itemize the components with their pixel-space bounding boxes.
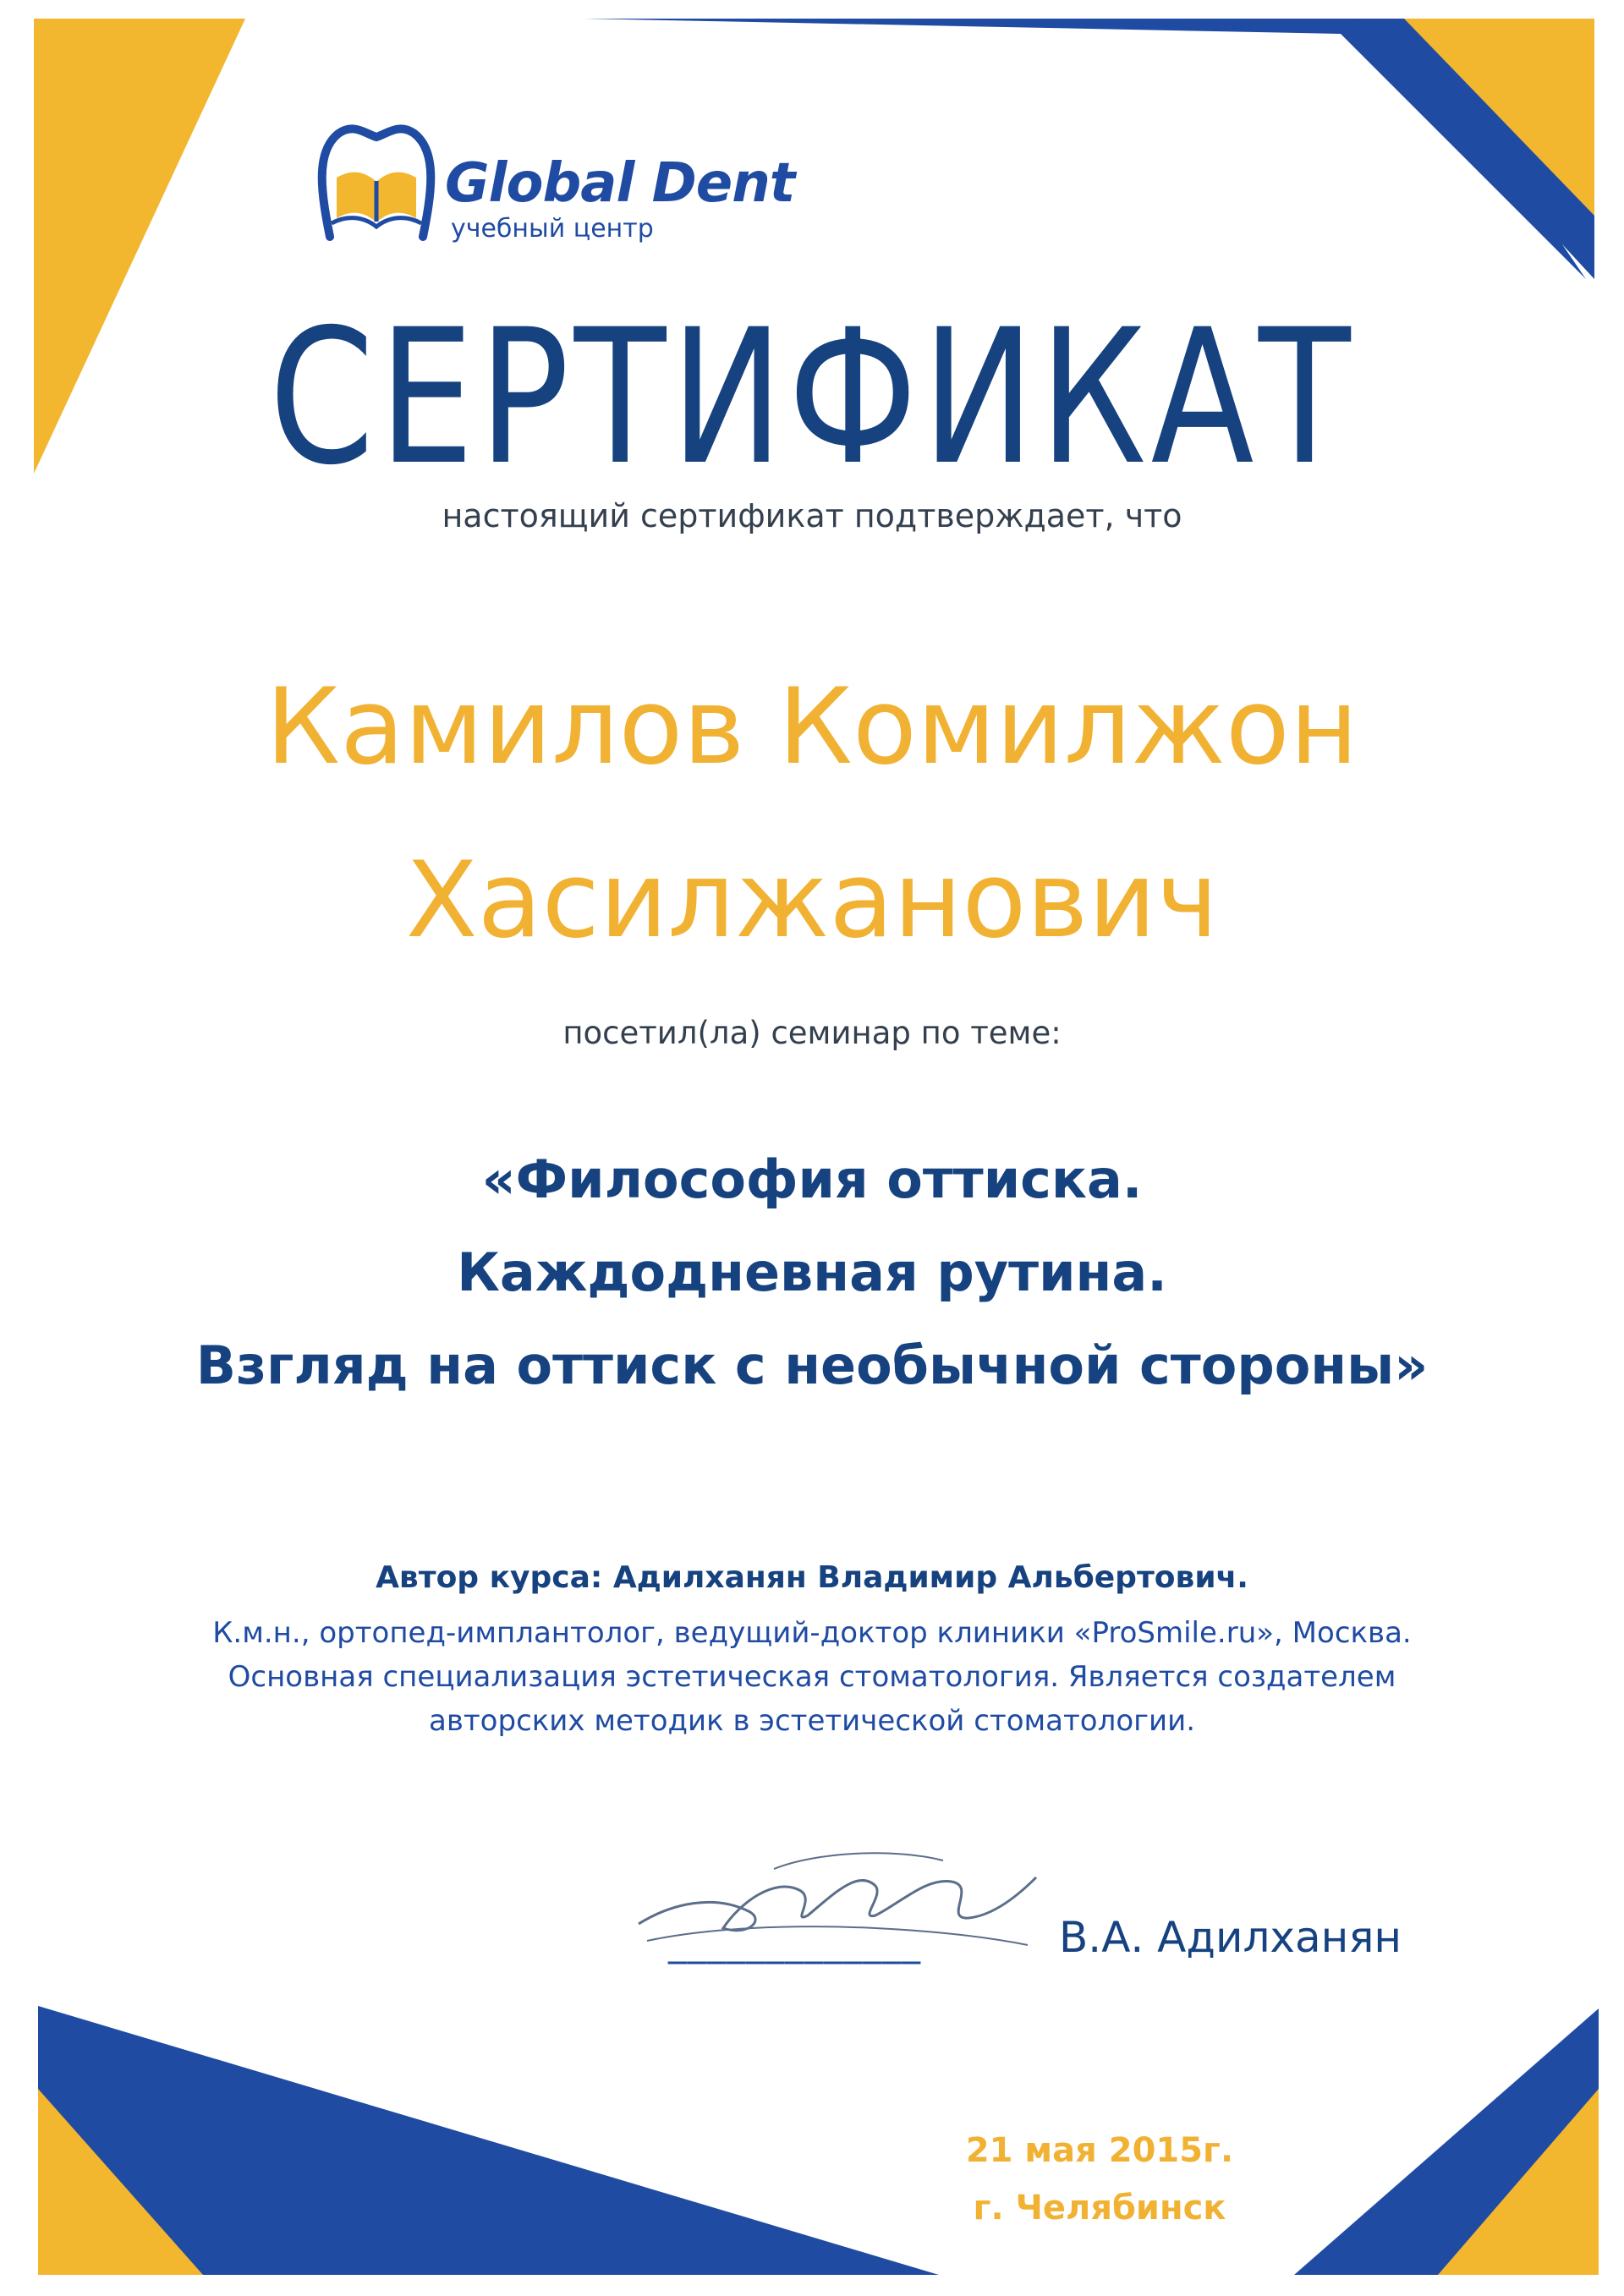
- topic-line: Каждодневная рутина.: [457, 1241, 1167, 1303]
- signature-line: _____________: [668, 1921, 921, 1964]
- author-bio: [0, 1611, 1624, 1743]
- topic-line: Взгляд на оттиск с необычной стороны»: [195, 1334, 1429, 1396]
- bottom-left-blue-band: [38, 2006, 939, 2275]
- issue-date: 21 мая 2015г.: [965, 2131, 1234, 2170]
- signer-name: В.А. Адилханян: [1059, 1913, 1402, 1962]
- logo: [313, 118, 804, 254]
- certificate-title: СЕРТИФИКАТ: [269, 289, 1355, 506]
- logo-name: Global Dent: [445, 152, 795, 215]
- recipient-name-line: Хасилжанович: [405, 840, 1219, 962]
- author-bio-line: авторских методик в эстетической стоматологии.: [429, 1704, 1195, 1738]
- recipient-name: [0, 643, 1624, 989]
- topic-line: «Философия оттиска.: [481, 1148, 1143, 1210]
- course-author: Автор курса: Адилханян Владимир Альбертович.: [376, 1560, 1248, 1595]
- issue-city: г. Челябинск: [973, 2189, 1226, 2228]
- recipient-name-line: Камилов Комилжон: [266, 666, 1358, 788]
- author-bio-line: Основная специализация эстетическая стоматология. Является создателем: [228, 1660, 1396, 1694]
- attended-text: посетил(ла) семинар по теме:: [562, 1015, 1062, 1051]
- seminar-topic: [0, 1133, 1624, 1412]
- logo-subtitle: учебный центр: [451, 214, 654, 244]
- author-bio-line: К.м.н., ортопед-имплантолог, ведущий-доктор клиники «ProSmile.ru», Москва.: [212, 1616, 1412, 1650]
- tooth-book-icon: [313, 118, 440, 254]
- certificate-subtitle: настоящий сертификат подтверждает, что: [442, 497, 1182, 534]
